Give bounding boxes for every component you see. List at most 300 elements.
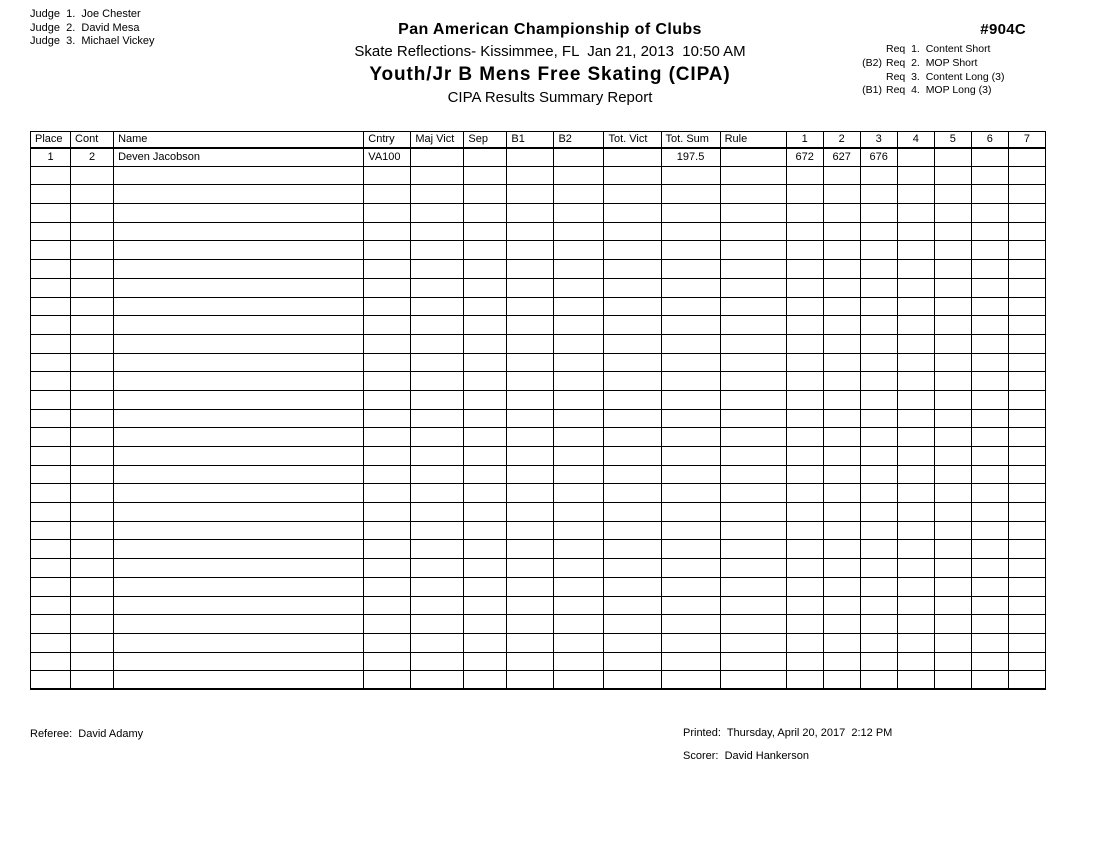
cell <box>897 353 934 372</box>
cell <box>860 503 897 522</box>
cell <box>897 204 934 223</box>
cell <box>464 372 507 391</box>
table-row-empty <box>31 559 1046 578</box>
column-header-cntry: Cntry <box>364 132 411 148</box>
cell <box>604 278 661 297</box>
cell <box>554 148 604 167</box>
cell: 627 <box>823 148 860 167</box>
cell <box>411 503 464 522</box>
column-header-cont: Cont <box>71 132 114 148</box>
cell <box>934 260 971 279</box>
table-row-empty <box>31 204 1046 223</box>
cell <box>604 447 661 466</box>
cell <box>604 615 661 634</box>
cell <box>1008 615 1045 634</box>
cell <box>507 671 554 690</box>
cell <box>507 316 554 335</box>
cell <box>971 577 1008 596</box>
cell <box>897 297 934 316</box>
cell <box>71 428 114 447</box>
cell <box>464 447 507 466</box>
cell <box>554 447 604 466</box>
cell <box>464 148 507 167</box>
cell <box>897 148 934 167</box>
cell <box>364 185 411 204</box>
table-row-empty <box>31 615 1046 634</box>
cell <box>823 297 860 316</box>
cell <box>661 503 720 522</box>
cell <box>897 503 934 522</box>
cell <box>554 297 604 316</box>
cell <box>971 353 1008 372</box>
cell <box>71 447 114 466</box>
cell <box>934 447 971 466</box>
cell <box>554 260 604 279</box>
cell <box>114 185 364 204</box>
cell <box>507 484 554 503</box>
cell <box>114 615 364 634</box>
cell <box>897 241 934 260</box>
cell <box>114 465 364 484</box>
cell <box>114 372 364 391</box>
cell <box>364 334 411 353</box>
cell <box>720 316 786 335</box>
cell <box>364 241 411 260</box>
cell <box>604 204 661 223</box>
cell <box>823 484 860 503</box>
cell <box>507 596 554 615</box>
requirement-text: Req 4. MOP Long (3) <box>886 84 992 97</box>
cell <box>464 652 507 671</box>
cell <box>971 615 1008 634</box>
event-number: #904C <box>980 21 1026 38</box>
cell <box>31 559 71 578</box>
cell <box>31 409 71 428</box>
cell <box>823 447 860 466</box>
cell <box>786 540 823 559</box>
scorer-line: Scorer: David Hankerson <box>683 750 809 762</box>
cell <box>823 278 860 297</box>
table-row-empty <box>31 633 1046 652</box>
cell <box>860 577 897 596</box>
cell <box>31 297 71 316</box>
cell <box>1008 503 1045 522</box>
cell <box>720 428 786 447</box>
cell <box>860 278 897 297</box>
cell <box>554 559 604 578</box>
cell <box>31 652 71 671</box>
cell <box>71 615 114 634</box>
cell <box>604 297 661 316</box>
cell <box>720 409 786 428</box>
cell <box>823 204 860 223</box>
cell <box>507 633 554 652</box>
cell <box>661 260 720 279</box>
cell <box>786 334 823 353</box>
cell <box>31 390 71 409</box>
cell <box>786 465 823 484</box>
cell <box>1008 540 1045 559</box>
cell <box>1008 484 1045 503</box>
cell <box>1008 521 1045 540</box>
cell <box>823 353 860 372</box>
cell <box>720 390 786 409</box>
judge-line-2: Judge 2. David Mesa <box>30 21 140 34</box>
table-row-empty <box>31 390 1046 409</box>
requirement-prefix <box>854 71 886 85</box>
column-header-b2: B2 <box>554 132 604 148</box>
cell <box>31 484 71 503</box>
column-header-place: Place <box>31 132 71 148</box>
cell <box>464 390 507 409</box>
cell <box>71 222 114 241</box>
cell <box>661 278 720 297</box>
requirement-prefix <box>854 43 886 57</box>
cell <box>554 222 604 241</box>
cell <box>71 372 114 391</box>
table-row-empty <box>31 278 1046 297</box>
cell <box>971 166 1008 185</box>
cell <box>971 241 1008 260</box>
cell <box>464 278 507 297</box>
cell <box>411 297 464 316</box>
cell <box>507 222 554 241</box>
cell <box>897 334 934 353</box>
cell <box>823 185 860 204</box>
cell <box>71 671 114 690</box>
cell <box>661 334 720 353</box>
cell <box>823 334 860 353</box>
cell <box>661 185 720 204</box>
cell <box>411 372 464 391</box>
cell <box>364 166 411 185</box>
cell <box>411 148 464 167</box>
cell <box>786 484 823 503</box>
cell <box>934 484 971 503</box>
cell <box>507 428 554 447</box>
cell <box>554 185 604 204</box>
cell <box>71 409 114 428</box>
cell <box>604 222 661 241</box>
cell <box>364 390 411 409</box>
cell <box>604 540 661 559</box>
table-row-empty <box>31 372 1046 391</box>
cell <box>860 447 897 466</box>
cell <box>364 316 411 335</box>
cell: VA100 <box>364 148 411 167</box>
column-header-sep: Sep <box>464 132 507 148</box>
requirements-list <box>854 43 1005 98</box>
cell <box>786 428 823 447</box>
cell <box>786 521 823 540</box>
cell <box>934 316 971 335</box>
cell <box>464 484 507 503</box>
cell <box>507 521 554 540</box>
column-header-rule: Rule <box>720 132 786 148</box>
cell <box>411 465 464 484</box>
cell <box>71 353 114 372</box>
cell <box>71 278 114 297</box>
cell <box>31 353 71 372</box>
cell <box>1008 204 1045 223</box>
cell <box>364 297 411 316</box>
cell <box>971 633 1008 652</box>
cell <box>860 334 897 353</box>
cell <box>364 372 411 391</box>
cell <box>860 204 897 223</box>
cell <box>860 185 897 204</box>
table-row-empty <box>31 540 1046 559</box>
cell <box>411 559 464 578</box>
cell <box>507 297 554 316</box>
column-header-tot-sum: Tot. Sum <box>661 132 720 148</box>
cell <box>786 260 823 279</box>
cell <box>411 260 464 279</box>
cell <box>661 559 720 578</box>
cell <box>31 671 71 690</box>
cell <box>720 465 786 484</box>
cell <box>464 334 507 353</box>
cell <box>720 148 786 167</box>
table-row-empty <box>31 241 1046 260</box>
cell <box>823 372 860 391</box>
cell <box>1008 316 1045 335</box>
cell <box>786 559 823 578</box>
cell <box>554 633 604 652</box>
cell <box>554 521 604 540</box>
cell <box>786 222 823 241</box>
cell <box>114 559 364 578</box>
cell <box>934 577 971 596</box>
cell <box>507 447 554 466</box>
cell <box>971 671 1008 690</box>
requirement-line-2 <box>854 57 1005 71</box>
cell <box>823 671 860 690</box>
cell <box>934 166 971 185</box>
table-row-empty <box>31 652 1046 671</box>
requirement-line-4 <box>854 84 1005 98</box>
cell <box>1008 222 1045 241</box>
cell <box>860 596 897 615</box>
cell <box>31 204 71 223</box>
cell <box>507 148 554 167</box>
results-table <box>30 131 1046 690</box>
cell <box>934 353 971 372</box>
table-row-empty <box>31 334 1046 353</box>
cell <box>604 185 661 204</box>
table-row-empty <box>31 316 1046 335</box>
event-title: Youth/Jr B Mens Free Skating (CIPA) <box>369 64 731 85</box>
column-header-maj-vict: Maj Vict <box>411 132 464 148</box>
cell <box>860 409 897 428</box>
table-row-empty <box>31 465 1046 484</box>
cell <box>897 447 934 466</box>
cell <box>31 447 71 466</box>
cell <box>114 334 364 353</box>
cell <box>464 596 507 615</box>
cell <box>897 390 934 409</box>
cell <box>720 166 786 185</box>
cell <box>720 615 786 634</box>
cell <box>364 353 411 372</box>
cell <box>464 241 507 260</box>
cell <box>860 484 897 503</box>
cell <box>554 353 604 372</box>
cell <box>507 577 554 596</box>
cell <box>786 577 823 596</box>
cell <box>934 596 971 615</box>
cell <box>860 633 897 652</box>
cell <box>554 671 604 690</box>
cell <box>971 540 1008 559</box>
cell <box>411 447 464 466</box>
cell <box>464 260 507 279</box>
cell <box>860 671 897 690</box>
cell <box>823 577 860 596</box>
report-subtitle: CIPA Results Summary Report <box>447 89 653 106</box>
cell <box>661 447 720 466</box>
cell <box>720 596 786 615</box>
cell <box>934 278 971 297</box>
cell <box>114 671 364 690</box>
requirement-text: Req 3. Content Long (3) <box>886 70 1005 83</box>
cell <box>934 521 971 540</box>
cell <box>71 241 114 260</box>
cell <box>786 615 823 634</box>
column-header-tot-vict: Tot. Vict <box>604 132 661 148</box>
cell <box>971 390 1008 409</box>
cell <box>31 185 71 204</box>
table-row-empty <box>31 353 1046 372</box>
cell <box>71 185 114 204</box>
cell <box>897 465 934 484</box>
cell <box>971 204 1008 223</box>
results-table-body <box>31 148 1046 690</box>
cell <box>507 372 554 391</box>
cell <box>114 484 364 503</box>
table-row-empty <box>31 260 1046 279</box>
cell <box>720 484 786 503</box>
cell <box>934 222 971 241</box>
cell <box>786 633 823 652</box>
cell <box>114 577 364 596</box>
cell <box>507 652 554 671</box>
cell <box>661 353 720 372</box>
cell <box>31 633 71 652</box>
cell <box>1008 596 1045 615</box>
cell <box>507 409 554 428</box>
cell <box>860 390 897 409</box>
cell <box>464 222 507 241</box>
cell <box>31 260 71 279</box>
cell <box>823 241 860 260</box>
cell <box>554 540 604 559</box>
cell <box>554 577 604 596</box>
cell <box>823 222 860 241</box>
cell <box>720 278 786 297</box>
table-row-empty <box>31 409 1046 428</box>
cell <box>934 148 971 167</box>
cell <box>720 204 786 223</box>
cell <box>971 465 1008 484</box>
cell <box>720 503 786 522</box>
cell <box>604 166 661 185</box>
cell <box>71 390 114 409</box>
cell <box>114 316 364 335</box>
cell <box>823 260 860 279</box>
cell <box>971 409 1008 428</box>
cell <box>823 465 860 484</box>
cell <box>1008 372 1045 391</box>
cell <box>1008 633 1045 652</box>
cell <box>971 503 1008 522</box>
cell <box>661 428 720 447</box>
cell <box>411 615 464 634</box>
cell <box>971 185 1008 204</box>
cell <box>71 577 114 596</box>
cell <box>31 222 71 241</box>
cell <box>364 615 411 634</box>
cell <box>1008 577 1045 596</box>
cell <box>786 409 823 428</box>
cell <box>661 316 720 335</box>
cell <box>860 465 897 484</box>
cell <box>604 353 661 372</box>
cell <box>1008 148 1045 167</box>
judge-line-1: Judge 1. Joe Chester <box>30 8 141 20</box>
column-header-7: 7 <box>1008 132 1045 148</box>
cell <box>364 559 411 578</box>
cell <box>1008 185 1045 204</box>
table-row-empty <box>31 222 1046 241</box>
cell <box>786 185 823 204</box>
cell <box>1008 409 1045 428</box>
cell <box>720 559 786 578</box>
cell <box>31 521 71 540</box>
cell <box>604 521 661 540</box>
cell <box>1008 278 1045 297</box>
cell <box>897 484 934 503</box>
cell <box>860 166 897 185</box>
cell <box>364 447 411 466</box>
cell <box>71 559 114 578</box>
cell <box>507 465 554 484</box>
cell: 197.5 <box>661 148 720 167</box>
cell <box>114 447 364 466</box>
cell <box>507 540 554 559</box>
cell <box>897 260 934 279</box>
cell <box>860 559 897 578</box>
cell <box>114 166 364 185</box>
table-row-empty <box>31 297 1046 316</box>
cell <box>411 241 464 260</box>
cell <box>934 185 971 204</box>
printed-line: Printed: Thursday, April 20, 2017 2:12 PM <box>683 727 893 739</box>
cell <box>897 559 934 578</box>
cell <box>31 428 71 447</box>
cell <box>860 353 897 372</box>
cell <box>720 577 786 596</box>
cell <box>114 353 364 372</box>
cell <box>114 222 364 241</box>
cell <box>411 185 464 204</box>
column-header-b1: B1 <box>507 132 554 148</box>
cell <box>507 278 554 297</box>
cell <box>71 596 114 615</box>
requirement-line-1 <box>854 43 1005 57</box>
cell <box>934 204 971 223</box>
table-row-empty <box>31 447 1046 466</box>
